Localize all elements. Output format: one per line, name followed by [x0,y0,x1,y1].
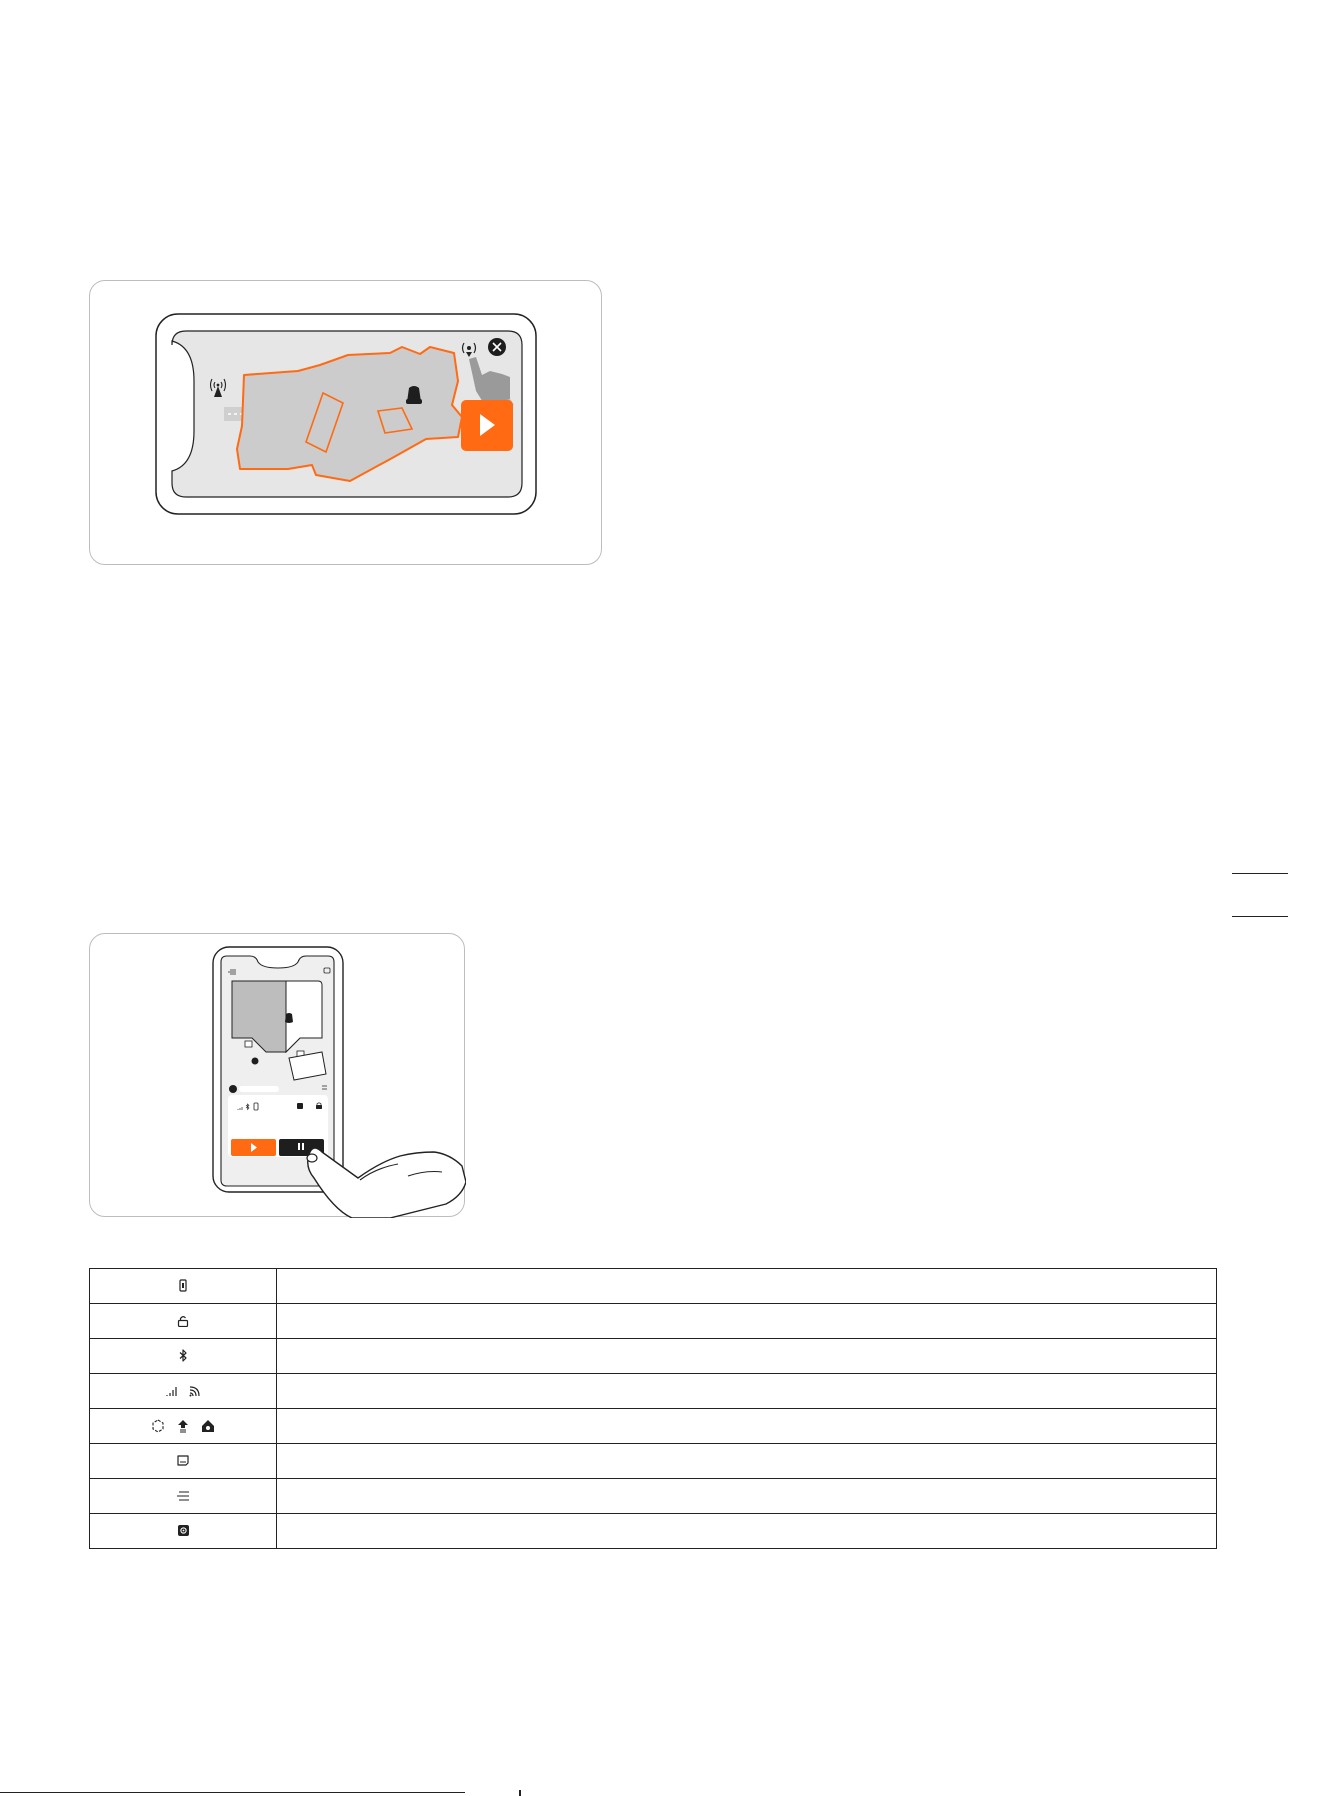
lock-icon [177,1315,189,1327]
message-icon [176,1454,190,1467]
legend-description [277,1514,1217,1549]
legend-description [277,1409,1217,1444]
icon-legend-table [89,1268,1217,1549]
legend-icon-cell [90,1514,277,1549]
docked-icon [201,1419,215,1433]
legend-icon-cell [90,1269,277,1304]
table-row [90,1409,1217,1444]
cellular-signal-icon [165,1385,177,1397]
legend-icon-cell [90,1304,277,1339]
legend-description [277,1444,1217,1479]
play-button[interactable] [231,1139,276,1156]
table-row [90,1269,1217,1304]
legend-description [277,1479,1217,1514]
table-row [90,1514,1217,1549]
legend-icon-cell [90,1444,277,1479]
camera-icon[interactable] [297,1103,303,1109]
wifi-icon [189,1385,201,1397]
legend-description [277,1339,1217,1374]
table-row [90,1479,1217,1514]
legend-description [277,1374,1217,1409]
tap-hand-icon [307,1148,466,1218]
landscape-phone-illustration [90,281,603,566]
side-rule-bottom [1232,916,1288,917]
legend-icon-cell [90,1374,277,1409]
table-row [90,1339,1217,1374]
footer-mark [519,1790,521,1796]
battery-icon [178,1279,188,1292]
menu-icon [176,1490,190,1502]
mower-icon [285,1013,293,1023]
legend-description [277,1304,1217,1339]
figure-landscape-map [89,280,602,565]
footer-rule [0,1792,465,1793]
portrait-phone-illustration [90,934,466,1218]
legend-icon-cell [90,1339,277,1374]
table-row [90,1304,1217,1339]
table-row [90,1374,1217,1409]
table-row [90,1444,1217,1479]
camera-icon [177,1524,190,1537]
mowing-status-icon [151,1419,165,1433]
legend-description [277,1269,1217,1304]
status-icon [252,1058,259,1065]
side-rule-top [1232,873,1288,874]
play-button[interactable] [461,400,513,451]
returning-icon [177,1419,189,1433]
figure-portrait-controls [89,933,465,1217]
legend-icon-cell [90,1479,277,1514]
close-icon[interactable] [488,338,506,356]
legend-icon-cell [90,1409,277,1444]
bluetooth-icon [178,1349,188,1362]
